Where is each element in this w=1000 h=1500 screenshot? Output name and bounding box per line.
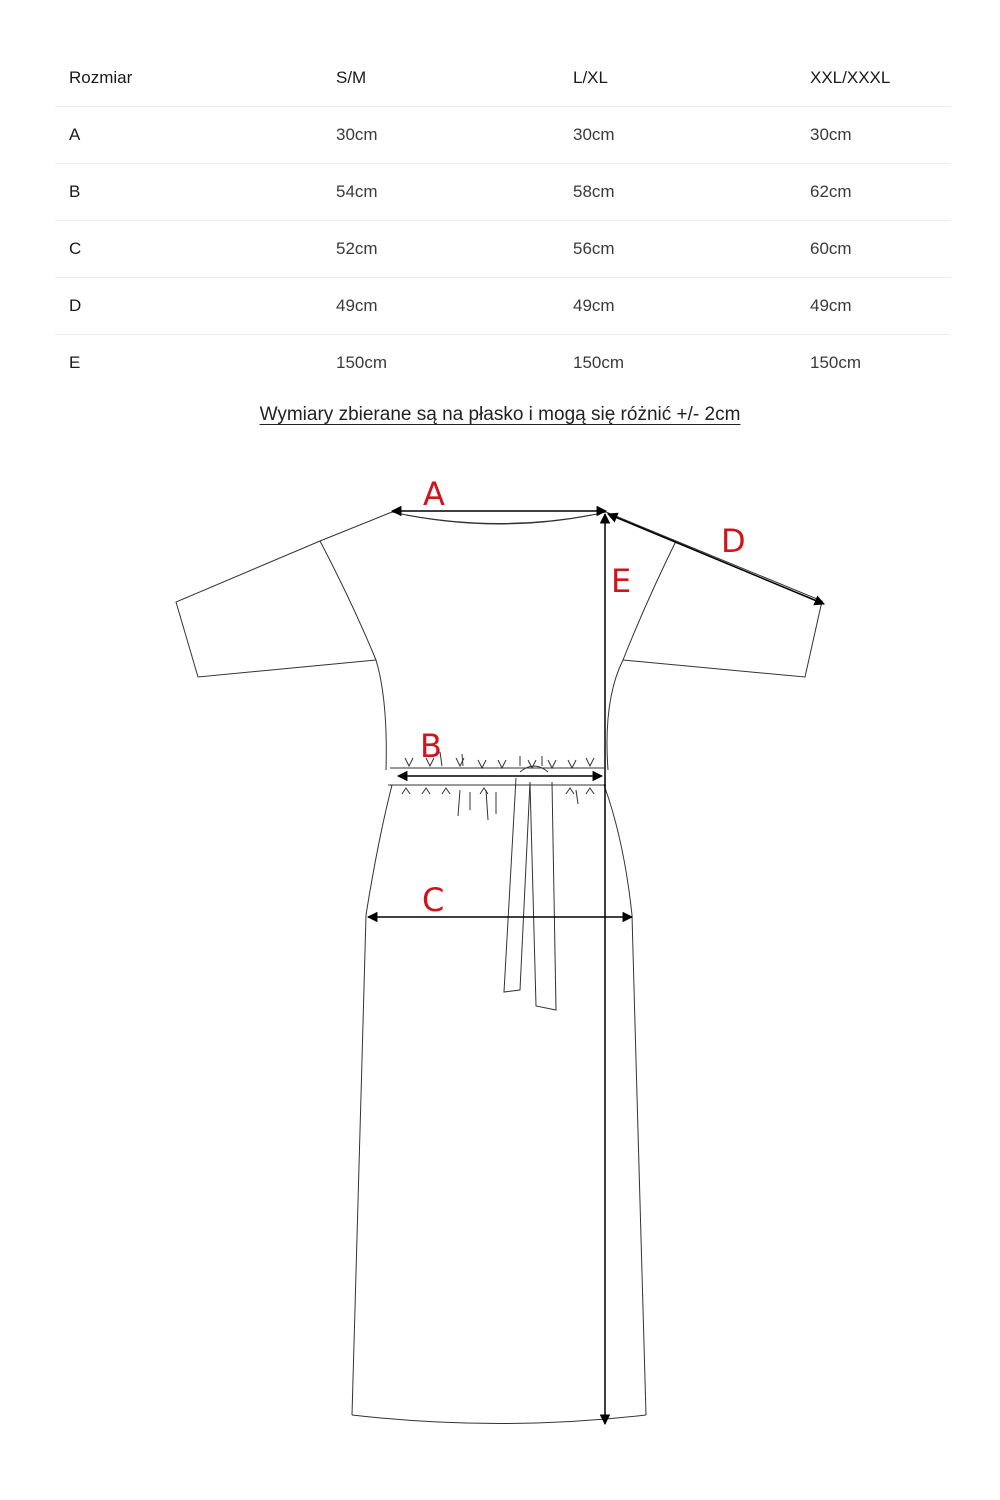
measurement-note: Wymiary zbierane są na płasko i mogą się różnić +/- 2cm [259,404,741,425]
column-header: L/XL [559,50,796,107]
table-cell: 56cm [559,221,796,278]
table-cell: 49cm [322,278,559,335]
table-cell: 150cm [336,353,388,372]
table-header-row [55,50,950,107]
table-cell: 58cm [559,164,796,221]
table-cell: 30cm [322,107,559,164]
table-cell: 54cm [322,164,559,221]
label-c: C [422,881,445,919]
table-row [55,164,950,221]
label-b: B [420,727,442,765]
table-row [55,278,950,335]
column-header: XXL/XXXL [796,50,950,107]
table-cell: 49cm [796,278,950,335]
table-cell: 30cm [559,107,796,164]
column-header: Rozmiar [55,50,322,107]
table-row [55,335,950,392]
table-cell: 52cm [322,221,559,278]
size-table [55,50,950,391]
row-label: B [55,164,322,221]
row-label: D [55,278,322,335]
table-row [55,107,950,164]
label-a: A [423,475,445,513]
label-e: E [611,562,632,600]
table-cell: 60cm [796,221,950,278]
row-label: C [55,221,322,278]
column-header: S/M [322,50,559,107]
table-cell: 150cm [573,353,625,372]
dress-measurement-diagram [0,460,1000,1500]
dress-outline [176,512,822,1424]
table-cell: 30cm [796,107,950,164]
row-label: E [69,353,81,372]
label-d: D [721,522,746,560]
table-cell: 150cm [810,353,862,372]
table-cell: 49cm [559,278,796,335]
measure-line-d [608,514,824,604]
table-row [55,221,950,278]
measurement-lines [368,511,824,1424]
row-label: A [55,107,322,164]
table-cell: 62cm [796,164,950,221]
